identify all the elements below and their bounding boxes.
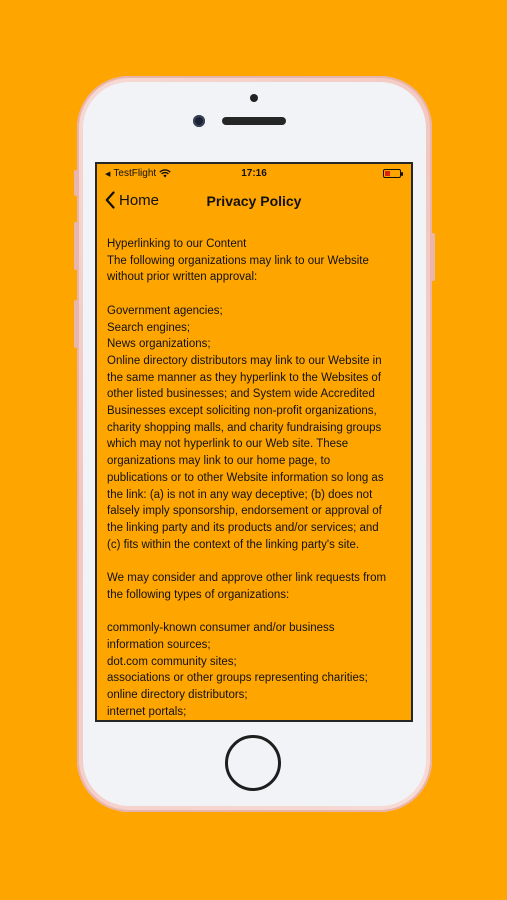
status-bar	[97, 164, 411, 184]
back-label: Home	[119, 191, 160, 209]
home-button[interactable]	[225, 735, 281, 791]
front-camera	[193, 115, 205, 127]
carrier-label[interactable]: TestFlight	[113, 168, 157, 179]
page-title: Privacy Policy	[206, 193, 302, 209]
battery-icon	[383, 169, 401, 178]
policy-text: Hyperlinking to our Content The following organizations may link to our Website without prior written approval: Government agencies; Search engines; News organizations; Online directory distributors may link to our Website in the same manner as they hyperlink to the Websites of other listed businesses; and System wide Accredited Businesses except soliciting non-profit organizations, charity shopping malls, and charity fundraising groups which may not hyperlink to our Web site. These organizations may link to our home page, to publications or to other Website information so long as the link: (a) is not in any way deceptive; (b) does not falsely imply sponsorship, endorsement or approval of the linking party and its products and/or services; and (c) fits within the context of the linking party's site. We may consider and approve other link requests from the following types of organizations: commonly-known consumer and/or business information sources; dot.com community sites; associations or other groups representing charities; online directory distributors; internet portals;	[107, 238, 387, 718]
back-to-app-icon[interactable]: ◀	[105, 170, 111, 178]
proximity-sensor	[250, 94, 258, 102]
battery-level	[385, 171, 390, 176]
navigation-bar	[97, 184, 411, 218]
volume-down-button	[74, 300, 78, 348]
silent-switch	[74, 170, 78, 196]
earpiece-speaker	[222, 117, 286, 125]
power-button	[431, 233, 435, 281]
volume-up-button	[74, 222, 78, 270]
app-screen	[95, 162, 413, 722]
status-time: 17:16	[241, 168, 267, 179]
